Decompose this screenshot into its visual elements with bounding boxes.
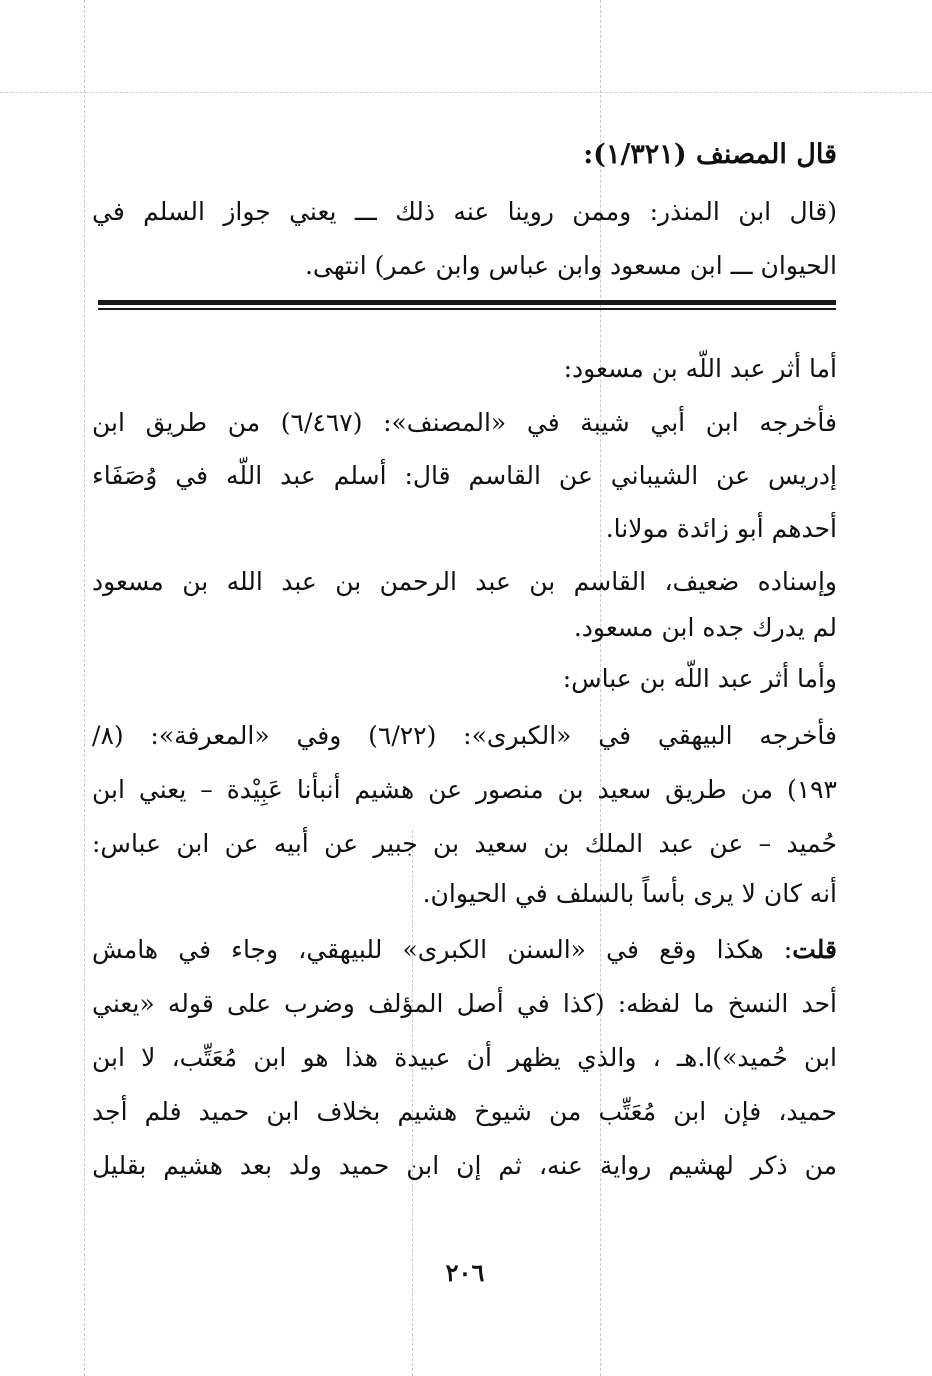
body-line: أما أثر عبد اللّه بن مسعود: [563, 354, 837, 383]
note-text: : هكذا وقع في «السنن الكبرى» للبيهقي، وجاء في هامش [92, 935, 793, 964]
page-number: ٢٠٦ [445, 1258, 485, 1287]
body-line: إدريس عن الشيباني عن القاسم قال: أسلم عبد اللّه في وُصَفَاء [92, 461, 837, 490]
body-line: أنه كان لا يرى بأساً بالسلف في الحيوان. [422, 879, 837, 908]
note-line: أحد النسخ ما لفظه: (كذا في أصل المؤلف وضرب على قوله «يعني [92, 989, 837, 1018]
body-line: وإسناده ضعيف، القاسم بن عبد الرحمن بن عبد الله بن مسعود [92, 567, 837, 596]
body-line: أحدهم أبو زائدة مولانا. [605, 514, 837, 543]
section-heading: قال المصنف (١/٣٢١): [583, 139, 837, 170]
section-divider [98, 300, 836, 305]
section-divider [98, 308, 836, 310]
body-line: وأما أثر عبد اللّه بن عباس: [562, 664, 837, 693]
note-line: ابن حُميد»)ا.هـ ، والذي يظهر أن عبيدة هذا هو ابن مُعَتِّب، لا ابن [92, 1043, 837, 1072]
body-line: فأخرجه البيهقي في «الكبرى»: (٦/٢٢) وفي «المعرفة»: (٨/ [92, 721, 837, 750]
note-line: من ذكر لهشيم رواية عنه، ثم إن ابن حميد ولد بعد هشيم بقليل [92, 1151, 837, 1180]
scan-guide-line [84, 0, 85, 1376]
body-line: ١٩٣) من طريق سعيد بن منصور عن هشيم أنبأنا عَبِيْدة – يعني ابن [92, 775, 837, 804]
note-line [92, 930, 837, 970]
body-line: فأخرجه ابن أبي شيبة في «المصنف»: (٦/٤٦٧) من طريق ابن [92, 408, 837, 437]
body-line: حُميد – عن عبد الملك بن سعيد بن جبير عن أبيه عن ابن عباس: [92, 829, 837, 858]
quote-line: (قال ابن المنذر: وممن روينا عنه ذلك ـــ يعني جواز السلم في [92, 197, 837, 226]
quote-line: الحيوان ـــ ابن مسعود وابن عباس وابن عمر) انتهى. [304, 251, 837, 280]
scan-guide-line [0, 92, 932, 93]
note-line: حميد، فإن ابن مُعَتِّب من شيوخ هشيم بخلاف ابن حميد فلم أجد [92, 1097, 837, 1126]
body-line: لم يدرك جده ابن مسعود. [573, 613, 837, 642]
note-label: قلت [792, 935, 837, 964]
